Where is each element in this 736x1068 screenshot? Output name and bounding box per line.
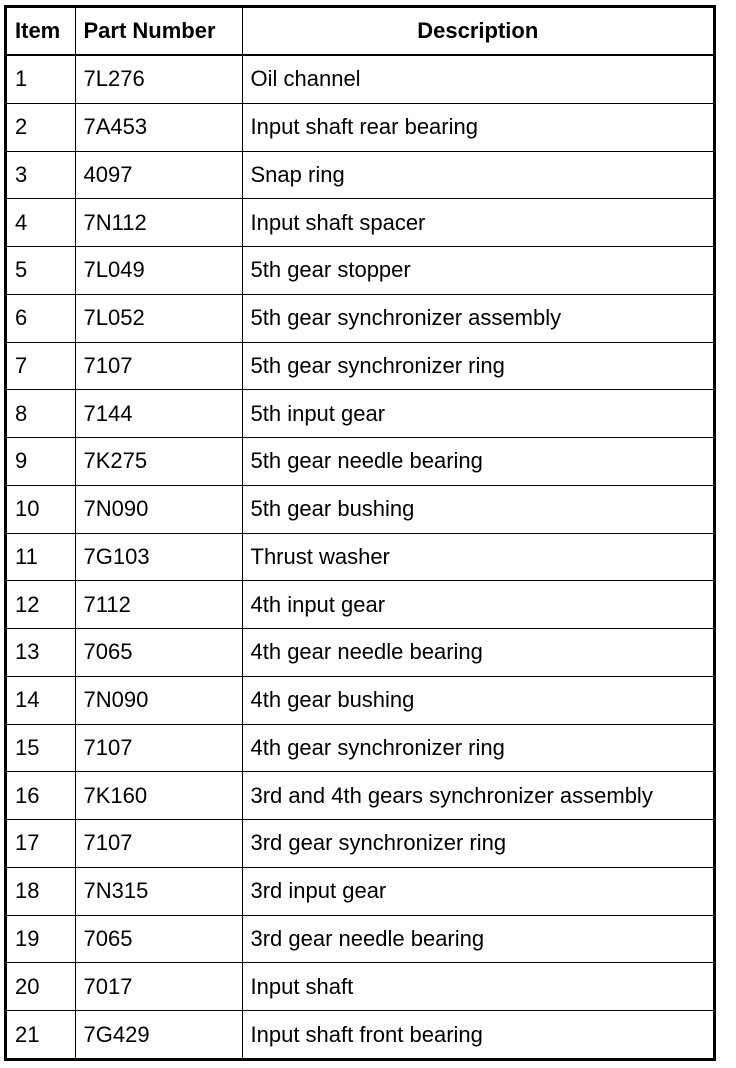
parts-table-frame (4, 5, 716, 1061)
cell-part-number: 7A453 (75, 103, 242, 151)
table-row (7, 55, 713, 103)
cell-item: 2 (7, 103, 75, 151)
cell-part-number: 7107 (75, 342, 242, 390)
cell-part-number: 7N090 (75, 676, 242, 724)
cell-item: 7 (7, 342, 75, 390)
cell-description: 4th gear bushing (242, 676, 713, 724)
cell-description: Thrust washer (242, 533, 713, 581)
cell-description: 5th gear synchronizer ring (242, 342, 713, 390)
cell-item: 16 (7, 772, 75, 820)
parts-table (7, 8, 713, 1058)
cell-item: 11 (7, 533, 75, 581)
cell-item: 10 (7, 485, 75, 533)
cell-description: 3rd gear synchronizer ring (242, 820, 713, 868)
table-row (7, 342, 713, 390)
table-row (7, 247, 713, 295)
cell-part-number: 7107 (75, 724, 242, 772)
table-row (7, 199, 713, 247)
cell-part-number: 4097 (75, 151, 242, 199)
column-header-item: Item (7, 8, 75, 55)
table-row (7, 103, 713, 151)
cell-part-number: 7N315 (75, 867, 242, 915)
cell-description: Oil channel (242, 55, 713, 103)
cell-item: 8 (7, 390, 75, 438)
table-row (7, 294, 713, 342)
table-row (7, 1011, 713, 1058)
cell-part-number: 7017 (75, 963, 242, 1011)
cell-part-number: 7144 (75, 390, 242, 438)
cell-item: 19 (7, 915, 75, 963)
cell-item: 1 (7, 55, 75, 103)
table-row (7, 438, 713, 486)
column-header-description: Description (242, 8, 713, 55)
cell-description: 4th gear needle bearing (242, 629, 713, 677)
cell-description: 5th gear bushing (242, 485, 713, 533)
cell-item: 6 (7, 294, 75, 342)
cell-description: 4th input gear (242, 581, 713, 629)
cell-description: 3rd input gear (242, 867, 713, 915)
cell-description: 5th input gear (242, 390, 713, 438)
cell-part-number: 7G429 (75, 1011, 242, 1058)
cell-description: 5th gear synchronizer assembly (242, 294, 713, 342)
cell-description: 3rd and 4th gears synchronizer assembly (242, 772, 713, 820)
table-body (7, 55, 713, 1058)
cell-item: 21 (7, 1011, 75, 1058)
cell-part-number: 7065 (75, 629, 242, 677)
cell-part-number: 7G103 (75, 533, 242, 581)
table-row (7, 963, 713, 1011)
cell-part-number: 7K275 (75, 438, 242, 486)
cell-description: Input shaft (242, 963, 713, 1011)
cell-item: 15 (7, 724, 75, 772)
cell-part-number: 7L052 (75, 294, 242, 342)
table-row (7, 581, 713, 629)
cell-part-number: 7L049 (75, 247, 242, 295)
cell-part-number: 7K160 (75, 772, 242, 820)
cell-part-number: 7L276 (75, 55, 242, 103)
table-row (7, 676, 713, 724)
table-row (7, 485, 713, 533)
cell-item: 3 (7, 151, 75, 199)
cell-item: 5 (7, 247, 75, 295)
cell-part-number: 7N090 (75, 485, 242, 533)
column-header-part-number: Part Number (75, 8, 242, 55)
cell-description: 5th gear needle bearing (242, 438, 713, 486)
cell-item: 13 (7, 629, 75, 677)
table-row (7, 390, 713, 438)
cell-part-number: 7065 (75, 915, 242, 963)
table-row (7, 724, 713, 772)
cell-item: 14 (7, 676, 75, 724)
table-row (7, 151, 713, 199)
cell-description: 4th gear synchronizer ring (242, 724, 713, 772)
cell-item: 12 (7, 581, 75, 629)
table-row (7, 772, 713, 820)
cell-item: 20 (7, 963, 75, 1011)
cell-item: 9 (7, 438, 75, 486)
cell-item: 18 (7, 867, 75, 915)
cell-part-number: 7N112 (75, 199, 242, 247)
table-row (7, 820, 713, 868)
cell-description: 3rd gear needle bearing (242, 915, 713, 963)
table-header (7, 8, 713, 55)
cell-part-number: 7107 (75, 820, 242, 868)
table-row (7, 867, 713, 915)
table-row (7, 915, 713, 963)
cell-item: 4 (7, 199, 75, 247)
cell-description: Input shaft rear bearing (242, 103, 713, 151)
cell-item: 17 (7, 820, 75, 868)
cell-description: 5th gear stopper (242, 247, 713, 295)
cell-description: Input shaft front bearing (242, 1011, 713, 1058)
cell-description: Snap ring (242, 151, 713, 199)
cell-part-number: 7112 (75, 581, 242, 629)
table-row (7, 533, 713, 581)
cell-description: Input shaft spacer (242, 199, 713, 247)
header-row (7, 8, 713, 55)
table-row (7, 629, 713, 677)
